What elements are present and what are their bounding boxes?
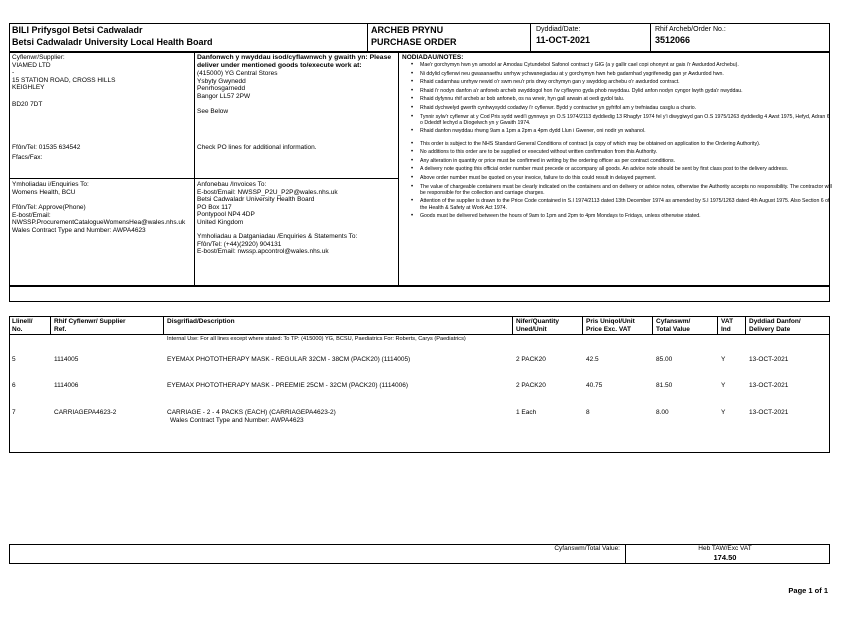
supplier-fax: Ffacs/Fax:: [12, 154, 43, 161]
enquiries-email-label: E-bost/Email:: [12, 211, 51, 219]
enquiries-contract: Wales Contract Type and Number: AWPA4623: [12, 226, 146, 234]
supplier-address-2: KEIGHLEY: [12, 84, 45, 91]
row-description-extra: Wales Contract Type and Number: AWPA4623: [170, 417, 304, 424]
row-unit-price: 8: [586, 409, 590, 416]
total-label: Cyfanswm/Total Value:: [554, 545, 620, 552]
header-divider-2: [530, 23, 531, 52]
invoices-email[interactable]: E-bost/Email: NWSSP_P2U_P2P@wales.nhs.uk: [197, 188, 338, 196]
row-total-value: 81.50: [656, 382, 673, 389]
col-header-qty: Nifer/Quantity Uned/Unit: [516, 318, 559, 333]
enquiries-name: Womens Health, BCU: [12, 188, 76, 196]
row-delivery-date: 13-OCT-2021: [749, 409, 789, 416]
col-divider-5: [652, 316, 653, 334]
statements-phone: Ffôn/Tel: (+44)(2920) 904131: [197, 240, 282, 248]
row-supplier-ref: 1114006: [54, 382, 79, 389]
header-divider-1: [367, 23, 368, 52]
org-name-english: Betsi Cadwaladr University Local Health Board: [12, 37, 213, 47]
row-line-number: 7: [12, 409, 16, 416]
supplier-phone: Ffôn/Tel: 01535 634542: [12, 144, 81, 151]
note-item: • Goods must be delivered between the hours of 9am to 1pm and 2pm to 4pm Mondays to Fridays, unless otherwise stated.: [420, 213, 832, 219]
row-quantity: 2 PACK20: [516, 356, 546, 363]
row-delivery-date: 13-OCT-2021: [749, 382, 789, 389]
note-item: • Any alteration in quantity or price must be confirmed in writing by the ordering officer as per contract conditions.: [420, 158, 832, 164]
note-item: • Rhaid danfon nwyddau rhwng 9am a 1pm a 2pm a 4pm dydd Llun i Gwener, oni nodir yn wahanol.: [420, 128, 832, 134]
supplier-block: [12, 54, 190, 108]
total-value: 174.50: [713, 553, 737, 562]
note-item: • Mae'r gorchymyn hwn yn amodol ar Amodau Cytundebol Safonol contract y GIG (a y gallir cael copi ohonynt ar gais i'r Awdurdod Archebu).: [420, 62, 832, 68]
total-exc-vat-label: Heb TAW/Exc VAT: [698, 545, 752, 552]
statements-label: Ymholiadau a Datganiadau /Enquiries & Statements To:: [197, 233, 358, 240]
row-vat-indicator: Y: [721, 409, 726, 416]
total-divider: [625, 544, 626, 564]
col-header-ref: Rhif Cyflenwr/ Supplier Ref.: [54, 318, 126, 333]
note-item: • Rhaid i'r nodyn danfon a'r anfoneb archeb swyddogol hon i'w cyflwyno gyda phob nwyddau. Dylid anfon nodyn cyngor lwyth gyda'r nwyddau.: [420, 88, 832, 94]
row-unit-price: 40.75: [586, 382, 603, 389]
enquiries-email[interactable]: NWSSP.ProcurementCatalogueWomensHea@wales.nhs.uk: [12, 219, 186, 226]
col-header-total: Cyfanswm/ Total Value: [656, 318, 691, 333]
notes-list: [410, 62, 832, 222]
row-delivery-date: 13-OCT-2021: [749, 356, 789, 363]
title-english: PURCHASE ORDER: [371, 37, 457, 47]
invoices-label: Anfonebau /Invoices To:: [197, 181, 267, 188]
col-divider-1: [50, 316, 51, 334]
lines-header-bottom: [9, 334, 830, 335]
enquiries-block: [12, 181, 190, 234]
invoices-block: [197, 181, 395, 256]
delivery-address: (415000) YG Central Stores Ysbyty Gwynedd Penrhosgarnedd Bangor LL57 2PW: [197, 70, 278, 100]
enquiries-phone: Ffôn/Tel: Approve(Phone): [12, 204, 86, 211]
row-line-number: 6: [12, 382, 16, 389]
see-below: See Below: [197, 108, 229, 115]
supplier-postcode: BD20 7DT: [12, 100, 43, 108]
col-divider-6: [717, 316, 718, 334]
notes-label: NODIADAU/NOTES:: [402, 54, 464, 61]
col-header-line: Llinell/ No.: [12, 318, 33, 333]
delivery-heading: Danfonwch y nwyddau isod/cyflawnwch y gwaith yn: Please deliver under mentioned goods to/execute work at:: [197, 54, 392, 69]
order-number-label: Rhif Archeb/Order No.:: [655, 26, 726, 33]
header-divider-3: [650, 23, 651, 52]
row-quantity: 2 PACK20: [516, 382, 546, 389]
order-date: 11-OCT-2021: [536, 35, 591, 45]
col-divider-3: [512, 316, 513, 334]
col-header-desc: Disgrifiad/Description: [167, 318, 235, 325]
check-po-lines: Check PO lines for additional information.: [197, 144, 317, 151]
supplier-label: Cyflenwr/Supplier:: [12, 54, 65, 61]
statements-email[interactable]: E-bost/Email: nwssp.apcontrol@wales.nhs.uk: [197, 248, 329, 255]
row-vat-indicator: Y: [721, 382, 726, 389]
row-vat-indicator: Y: [721, 356, 726, 363]
note-item: • Ni ddylid cyflenwi neu gwasanaethu unrhyw ychwanegiadau at y gorchymyn hwn heb gadarnhad ysgrifenedig gan yr Awdurdod hwn.: [420, 71, 832, 77]
col-divider-7: [745, 316, 746, 334]
row-total-value: 8.00: [656, 409, 669, 416]
col-divider-4: [582, 316, 583, 334]
note-item: • Tynnir sylw'r cyflenwr at y Cod Pris sydd wedi'i gynnwys yn O.S 1974/2113 dyddiedig 13 Rhagfyr 1974 fel y'i diwygiwyd gan O.S 1975/1263 dyddiedig 4 Awst 1975, Hefyd, Adran 6 o Ddeddf Iechyd a Diogelwch yn y Gwaith 1974.: [420, 114, 832, 126]
note-item: • No additions to this order are to be supplied or executed without written confirmation from this Authority.: [420, 149, 832, 155]
col-header-date: Dyddiad Danfon/ Delivery Date: [749, 318, 801, 333]
date-label: Dyddiad/Date:: [536, 26, 581, 33]
row-quantity: 1 Each: [516, 409, 537, 416]
supplier-address-1: 15 STATION ROAD, CROSS HILLS: [12, 76, 116, 84]
col-divider-2: [163, 316, 164, 334]
row-supplier-ref: 1114005: [54, 356, 79, 363]
note-item: • The value of chargeable containers must be clearly indicated on the containers and on delivery or advice notes, otherwise the Authority accepts no responsibility. The contractor will be responsible for the collection and carriage charges.: [420, 184, 832, 196]
delivery-block: [197, 54, 395, 116]
row-description: EYEMAX PHOTOTHERAPY MASK - REGULAR 32CM - 38CM (PACK20) (1114005): [167, 356, 411, 363]
col-header-vat: VAT Ind: [721, 318, 734, 333]
row-unit-price: 42.5: [586, 356, 599, 363]
supplier-name: VIAMED LTD: [12, 61, 51, 69]
note-item: • Rhaid dychwelyd gwerth cynhwysydd codadwy i'r cyflenwr. Bydd y contractwr yn gyfrifol am y trefniadau casglu a chario.: [420, 105, 832, 111]
info-divider-v2: [398, 52, 399, 286]
order-number: 3512066: [655, 35, 691, 45]
invoices-address: Betsi Cadwaladr University Health Board PO Box 117 Pontypool NP4 4DP United Kingdom: [197, 196, 315, 226]
info-divider-h: [9, 178, 399, 179]
row-description: EYEMAX PHOTOTHERAPY MASK - PREEMIE 25CM - 32CM (PACK20) (1114006): [167, 382, 409, 389]
supplier-dash: -: [12, 69, 15, 76]
info-bottom-strip: [9, 286, 830, 302]
row-supplier-ref: CARRIAGEPA4623-2: [54, 409, 117, 416]
note-item: • A delivery note quoting this official order number must precede or accompany all goods. An advice note should be sent by first class post to the delivery address.: [420, 166, 832, 172]
enquiries-label: Ymholiadau i/Enquiries To:: [12, 181, 89, 188]
note-item: • Rhaid cadarnhau unrhyw newid o'r swm neu'r pris drwy orchymyn gan y swyddog archebu o'r awdurdod contract.: [420, 79, 832, 85]
page-number: Page 1 of 1: [788, 586, 828, 595]
title-welsh: ARCHEB PRYNU: [371, 25, 444, 35]
row-description: CARRIAGE - 2 - 4 PACKS (EACH) (CARRIAGEPA4623-2): [167, 409, 336, 416]
col-header-price: Pris Uniqol/Unit Price Exc. VAT: [586, 318, 635, 333]
note-item: • Attention of the supplier is drawn to the Price Code contained in S.I 1974/2113 dated 13th December 1974 as amended by S.I 1975/1263 dated 4th August 1975. Also Section 6 of the Health & Safety at Work Act 1974.: [420, 198, 832, 210]
org-name-welsh: BILI Prifysgol Betsi Cadwaladr: [12, 25, 143, 35]
note-item: • Above order number must be quoted on your invoice, failure to do this could result in delayed payment.: [420, 175, 832, 181]
row-line-number: 5: [12, 356, 16, 363]
internal-use-note: Internal Use: For all lines except where stated: To TP: (415000) YG, BCSU, Paediatrics For: Roberts, Carys (Paediatrics): [167, 336, 466, 342]
row-total-value: 85.00: [656, 356, 673, 363]
note-item: • Rhaid dyfynnu rhif archeb ar bob anfoneb, os na wneir, hyn gall arwain at oedi gydol talu.: [420, 96, 832, 102]
note-item: • This order is subject to the NHS Standard General Conditions of contract (a copy of which may be obtained on application to the Ordering Authority).: [420, 141, 832, 147]
info-divider-v1: [194, 52, 195, 286]
